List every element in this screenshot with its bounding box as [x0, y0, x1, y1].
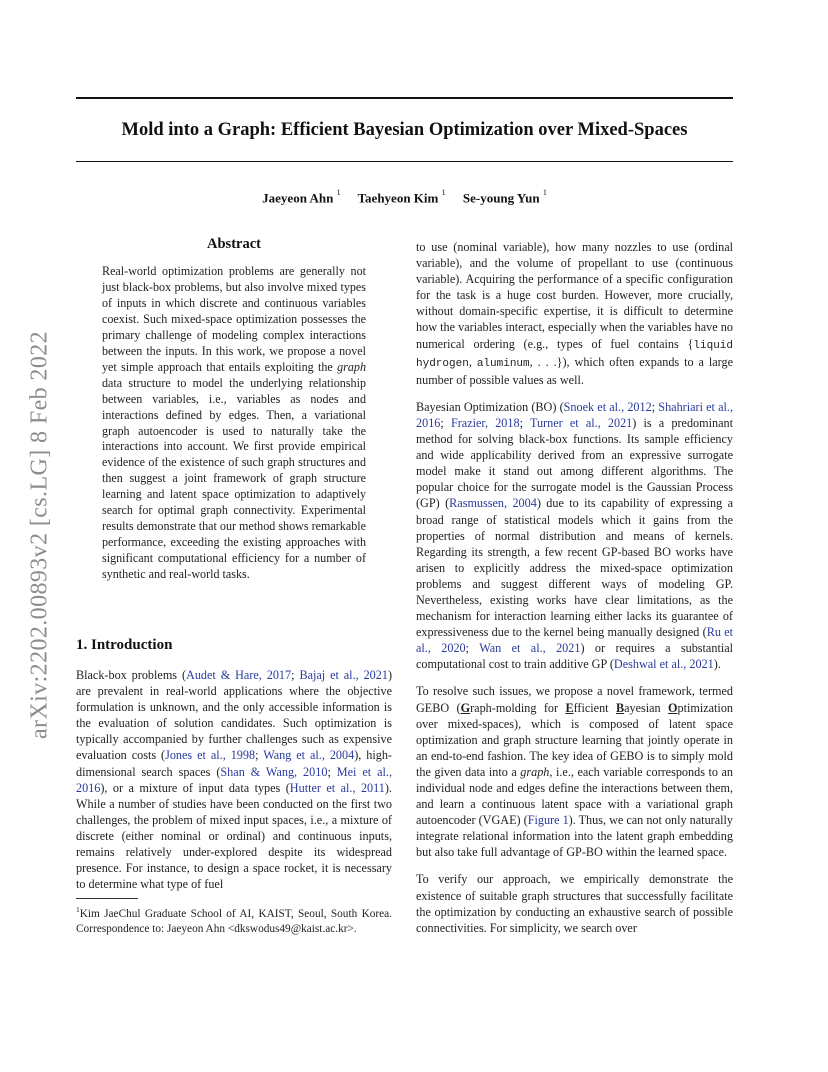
citation-link[interactable]: Shahriari et al., 2016 — [416, 399, 734, 430]
abstract-body: Real-world optimization problems are generally not just black-box problems, but also involve mixed types of inputs in which discrete and continuous variables coexist. Such mixed-space optimization possesses the primary challenge of modeling complex interactions between the inputs. In this work, we propose a novel yet simple approach that entails exploiting the graph data structure to model the underlying relationship between variables, i.e., variables as nodes and interactions defined by edges. Then, a variational graph autoencoder is used to naturally take the interactions into account. We first provide empirical evidence of the existence of such graph structures and then suggest a joint framework of graph structure learning and latent space optimization to adaptively search for optimal graph connectivity. Experimental results demonstrate that our method shows remarkable performance, exceeding the existing approaches with significant computational efficiency for a number of synthetic and real-world tasks. — [102, 264, 366, 582]
acronym-letter: G — [460, 700, 471, 715]
acronym-letter: B — [615, 700, 625, 715]
citation-link[interactable]: Bajaj et al., 2021 — [299, 668, 388, 682]
arxiv-stamp — [20, 300, 60, 770]
acronym-letter: E — [565, 700, 574, 715]
footnote-mark: 1 — [76, 905, 80, 914]
intro-paragraph: to use (nominal variable), how many nozzles to use (ordinal variable), and the volume of propellant to use (continuous variable). Acquiring the performance of a specific configuration for the task is a huge cost burden. However, more crucially, without domain-specific expertise, it is difficult to determine how the variables interact, especially when the variables have no numerical ordering (e.g., types of fuel contains {liquid hydrogen, aluminum, . . .}), which often expands to a large number of possible values as well. — [416, 240, 734, 387]
intro-paragraph: To resolve such issues, we propose a novel framework, termed GEBO (Graph-molding for Efficient Bayesian Optimization over mixed-spaces), which is composed of latent space optimization and graph structure learning that jointly operate in an end-to-end fashion. The key idea of GEBO is to simply mold the given data into a graph, i.e., each variable corresponds to an individual node and edges define the interactions between them, and learn a continuous latent space with a variational graph autoencoder (VGAE) (Figure 1). Thus, we can not only naturally integrate relational information into the latent graph embedding but also take full advantage of GP-BO within the learned space. — [416, 684, 734, 860]
citation-link[interactable]: Jones et al., 1998 — [165, 748, 256, 763]
paper-title: Mold into a Graph: Efficient Bayesian Optimization over Mixed-Spaces — [121, 120, 688, 140]
citation-link[interactable]: Shan & Wang, 2010 — [220, 764, 328, 779]
arxiv-stamp-text: arXiv:2202.00893v2 [cs.LG] 8 Feb 2022 — [26, 330, 53, 740]
emphasis: graph — [337, 359, 366, 374]
affiliation-mark: 1 — [336, 188, 341, 197]
author-name: Se-young Yun — [462, 190, 540, 206]
affiliation-mark: 1 — [441, 188, 446, 197]
figure-reference-link[interactable]: Figure 1 — [527, 813, 569, 828]
citation-link[interactable]: Rasmussen, 2004 — [449, 496, 537, 511]
title-top-rule — [76, 97, 733, 99]
intro-right-column — [416, 239, 733, 947]
citation-link[interactable]: Turner et al., 2021 — [529, 415, 633, 430]
citation-link[interactable]: Wan et al., 2021 — [479, 641, 581, 656]
author-name: Jaeyeon Ahn — [262, 190, 334, 206]
section-heading-introduction: 1. Introduction — [76, 637, 173, 653]
intro-paragraph: Black-box problems (Audet & Hare, 2017; Bajaj et al., 2021) are prevalent in real-world applications where the objective formulation is unknown, and the only accessible information is the evaluation of solution candidates. Such optimization is typically accompanied by further challenges such as expensive evaluation costs (Jones et al., 1998; Wang et al., 2004), high-dimensional search spaces (Shan & Wang, 2010; Mei et al., 2016), or a mixture of input data types (Hutter et al., 2011). While a number of studies have been conducted on the first two challenges, the problem of mixed input spaces, i.e., a mixture of discrete (either nominal or ordinal) and continuous inputs, remains relatively under-explored despite its widespread presence. For instance, to design a space rocket, it is necessary to determine what type of fuel — [76, 668, 393, 892]
affiliation-mark: 1 — [542, 188, 547, 197]
citation-link[interactable]: Audet & Hare, 2017 — [186, 668, 292, 682]
author-list — [76, 190, 733, 206]
citation-link[interactable]: Frazier, 2018 — [450, 415, 520, 430]
citation-link[interactable]: Mei et al., 2016 — [76, 764, 392, 795]
citation-link[interactable]: Deshwal et al., 2021 — [613, 657, 714, 672]
title-bottom-rule — [76, 161, 733, 162]
citation-link[interactable]: Ru et al., 2020 — [416, 625, 733, 656]
emphasis: graph — [520, 764, 550, 779]
footnote: $^1$Kim JaeChul Graduate School of AI, KAIST, Seoul, South Korea. Correspondence to: Jaeyeon Ahn <dkswodus49@kaist.ac.kr>. — [76, 905, 392, 935]
code-text: liquid hydrogen — [416, 339, 733, 370]
intro-paragraph: To verify our approach, we empirically demonstrate the existence of suitable graph structures that successfully facilitate the optimization by conducting an exhaustive search of possible connectivities. For simplicity, we search over — [416, 872, 733, 935]
acronym-letter: O — [668, 700, 678, 715]
intro-left-column — [76, 667, 392, 892]
abstract-heading: Abstract — [207, 236, 261, 252]
intro-paragraph: Bayesian Optimization (BO) (Snoek et al., 2012; Shahriari et al., 2016; Frazier, 2018; Turner et al., 2021) is a predominant method for solving black-box functions. Its sample efficiency and wide applicability derived from an expressive surrogate model make it stand out among different algorithms. The popular choice for the surrogate model is the Gaussian Process (GP) (Rasmussen, 2004) due to its capability of expressing a broad range of statistical models which it gains from the properties of normal distribution and means of kernels. Regarding its strength, a few recent GP-based BO works have arisen to explicitly address the mixed-space optimization problems and suggest different ways of modeling GP. Nevertheless, existing works have clear limitations, as the mechanism for interaction learning either lacks its guarantee of expressiveness due to the kernel being manually designed (Ru et al., 2020; Wan et al., 2021) or requires a substantial computational cost to train additive GP (Deshwal et al., 2021). — [416, 399, 734, 672]
author-name: Taehyeon Kim — [357, 190, 439, 206]
citation-link[interactable]: Hutter et al., 2011 — [289, 780, 385, 795]
code-text: aluminum — [476, 357, 530, 370]
citation-link[interactable]: Snoek et al., 2012 — [563, 399, 652, 414]
footnote-rule — [76, 898, 138, 899]
citation-link[interactable]: Wang et al., 2004 — [263, 748, 355, 763]
